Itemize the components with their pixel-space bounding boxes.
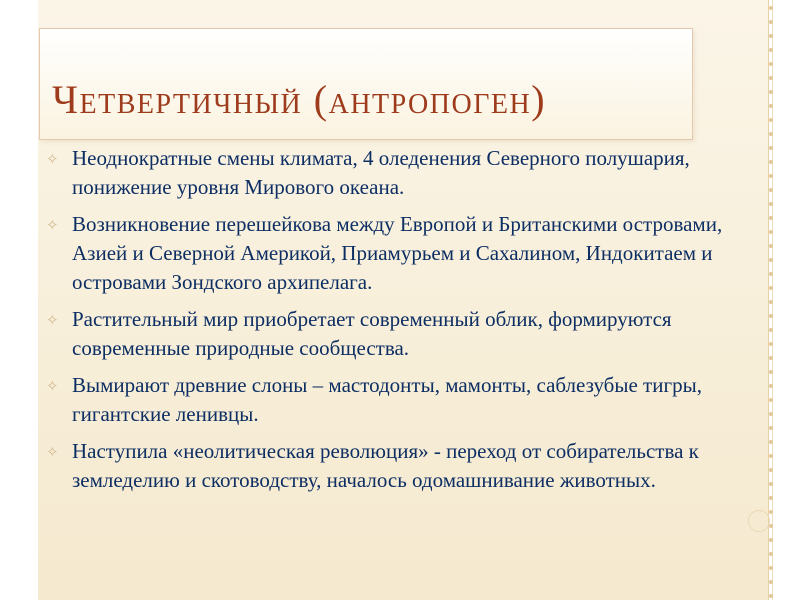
decorative-dot bbox=[769, 230, 773, 234]
decorative-dot bbox=[769, 440, 773, 444]
decorative-dot bbox=[769, 90, 773, 94]
bullet-text: Наступила «неолитическая революция» - переход от собирательства к земледелию и скотоводству, началось одомашнивание животных. bbox=[72, 439, 699, 492]
bullet-item bbox=[44, 437, 744, 495]
decorative-dot bbox=[769, 132, 773, 136]
ornamental-bullet-icon: ✧ bbox=[46, 152, 59, 168]
ornamental-bullet-icon: ✧ bbox=[46, 379, 59, 395]
decorative-dot bbox=[769, 594, 773, 598]
ornamental-bullet-icon: ✧ bbox=[46, 445, 59, 461]
ornamental-bullet-icon: ✧ bbox=[46, 218, 59, 234]
decorative-dot bbox=[769, 62, 773, 66]
decorative-dot bbox=[769, 398, 773, 402]
decorative-dot bbox=[769, 524, 773, 528]
decorative-dot bbox=[769, 454, 773, 458]
decorative-dot bbox=[769, 6, 773, 10]
bullet-item bbox=[44, 371, 744, 429]
decorative-dot bbox=[769, 538, 773, 542]
decorative-dot bbox=[769, 510, 773, 514]
decorative-dot bbox=[769, 426, 773, 430]
bullet-text: Растительный мир приобретает современный облик, формируются современные природные сообщества. bbox=[72, 307, 672, 360]
decorative-dot bbox=[769, 580, 773, 584]
decorative-dot bbox=[769, 552, 773, 556]
decorative-dot bbox=[769, 370, 773, 374]
decorative-dot bbox=[769, 76, 773, 80]
bullet-item bbox=[44, 210, 744, 297]
bullet-text: Возникновение перешейкова между Европой и Британскими островами, Азией и Северной Америкой, Приамурьем и Сахалином, Индокитаем и островами Зондского архипелага. bbox=[72, 212, 723, 294]
decorative-dot bbox=[769, 300, 773, 304]
decorative-dot bbox=[769, 188, 773, 192]
decorative-dot bbox=[769, 20, 773, 24]
decorative-dot bbox=[769, 356, 773, 360]
decorative-dot bbox=[769, 566, 773, 570]
decorative-dot bbox=[769, 34, 773, 38]
decorative-dot bbox=[769, 468, 773, 472]
decorative-dot bbox=[769, 104, 773, 108]
bullet-text: Вымирают древние слоны – мастодонты, мамонты, саблезубые тигры, гигантские ленивцы. bbox=[72, 373, 702, 426]
decorative-dot bbox=[769, 258, 773, 262]
slide-title: Четвертичный (антропоген) bbox=[52, 77, 547, 122]
bullet-item bbox=[44, 144, 744, 202]
decorative-dot bbox=[769, 174, 773, 178]
decorative-dot bbox=[769, 412, 773, 416]
decorative-dot bbox=[769, 314, 773, 318]
decorative-dot bbox=[769, 496, 773, 500]
decorative-dot bbox=[769, 272, 773, 276]
decorative-dot bbox=[769, 48, 773, 52]
decorative-dot bbox=[769, 244, 773, 248]
decorative-dot bbox=[769, 118, 773, 122]
decorative-dot bbox=[769, 146, 773, 150]
bullet-item bbox=[44, 305, 744, 363]
decorative-dot bbox=[769, 328, 773, 332]
decorative-dot bbox=[769, 202, 773, 206]
decorative-dot bbox=[769, 384, 773, 388]
decorative-dot bbox=[769, 342, 773, 346]
ornamental-bullet-icon: ✧ bbox=[46, 313, 59, 329]
bullet-text: Неоднократные смены климата, 4 оледенения Северного полушария, понижение уровня Мирового океана. bbox=[72, 146, 690, 199]
decorative-dot bbox=[769, 482, 773, 486]
decorative-dot bbox=[769, 286, 773, 290]
decorative-dot bbox=[769, 160, 773, 164]
decorative-dotted-border bbox=[766, 0, 776, 600]
decorative-dot bbox=[769, 216, 773, 220]
bullet-list bbox=[44, 144, 744, 503]
decorative-circle bbox=[748, 510, 770, 532]
